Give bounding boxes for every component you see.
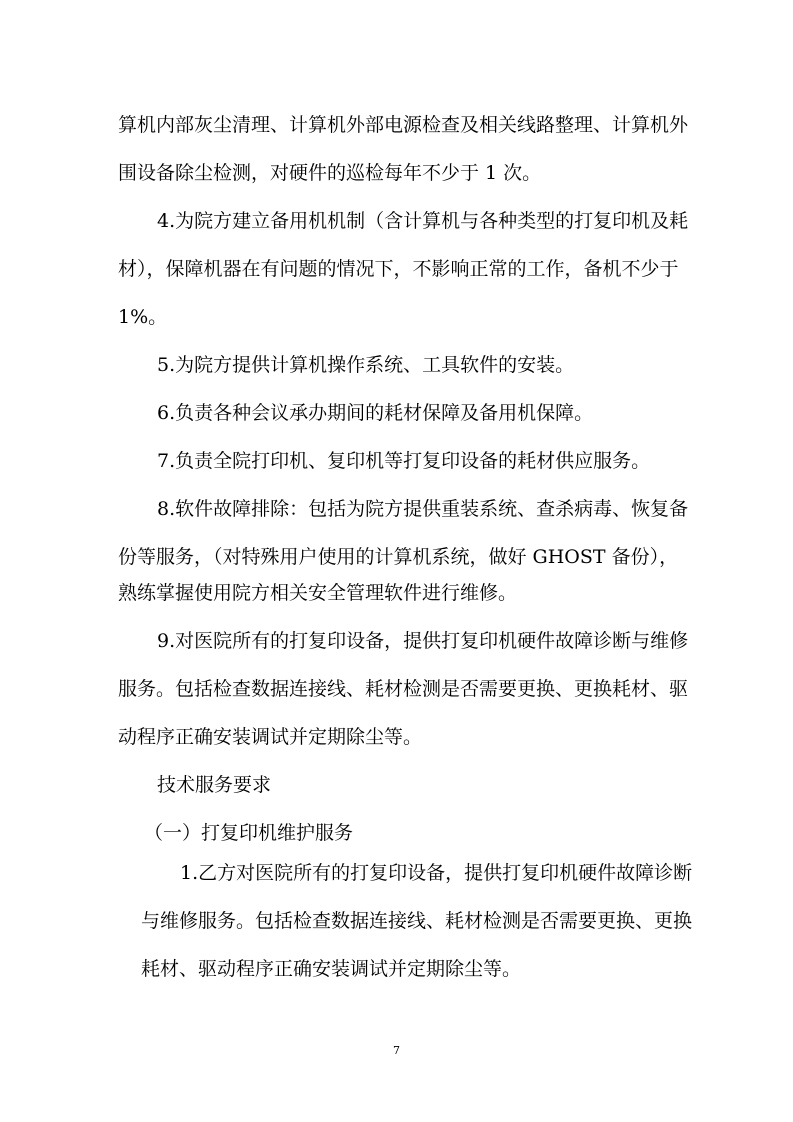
text-line: 服务。包括检查数据连接线、耗材检测是否需要更换、更换耗材、驱 — [118, 678, 689, 700]
text-line: 与维修服务。包括检查数据连接线、耗材检测是否需要更换、更换 — [141, 910, 693, 932]
text-line: 4.为院方建立备用机机制（含计算机与各种类型的打复印机及耗 — [157, 210, 689, 232]
text-line: 9.对医院所有的打复印设备，提供打复印机硬件故障诊断与维修 — [157, 630, 689, 652]
text-line: 耗材、驱动程序正确安装调试并定期除尘等。 — [141, 958, 522, 980]
text-line: 材），保障机器在有问题的情况下，不影响正常的工作，备机不少于 — [118, 258, 679, 280]
page-number: 7 — [393, 1044, 400, 1057]
text-line: 动程序正确安装调试并定期除尘等。 — [118, 726, 423, 748]
section-heading: 技术服务要求 — [157, 774, 272, 796]
text-line: 1%。 — [118, 306, 168, 328]
text-line: 5.为院方提供计算机操作系统、工具软件的安装。 — [157, 354, 575, 376]
text-line: 6.负责各种会议承办期间的耗材保障及备用机保障。 — [157, 402, 594, 424]
text-line: 1.乙方对医院所有的打复印设备，提供打复印机硬件故障诊断 — [180, 862, 693, 884]
text-line: 围设备除尘检测，对硬件的巡检每年不少于 1 次。 — [118, 162, 542, 184]
text-line: 熟练掌握使用院方相关安全管理软件进行维修。 — [118, 582, 518, 604]
text-line: 算机内部灰尘清理、计算机外部电源检查及相关线路整理、计算机外 — [118, 114, 689, 136]
text-line: 7.负责全院打印机、复印机等打复印设备的耗材供应服务。 — [157, 450, 651, 472]
subsection-heading: （一）打复印机维护服务 — [144, 822, 354, 844]
text-line: 份等服务，（对特殊用户使用的计算机系统，做好 GHOST 备份）， — [118, 546, 679, 568]
text-line: 8.软件故障排除：包括为院方提供重装系统、查杀病毒、恢复备 — [157, 498, 689, 520]
